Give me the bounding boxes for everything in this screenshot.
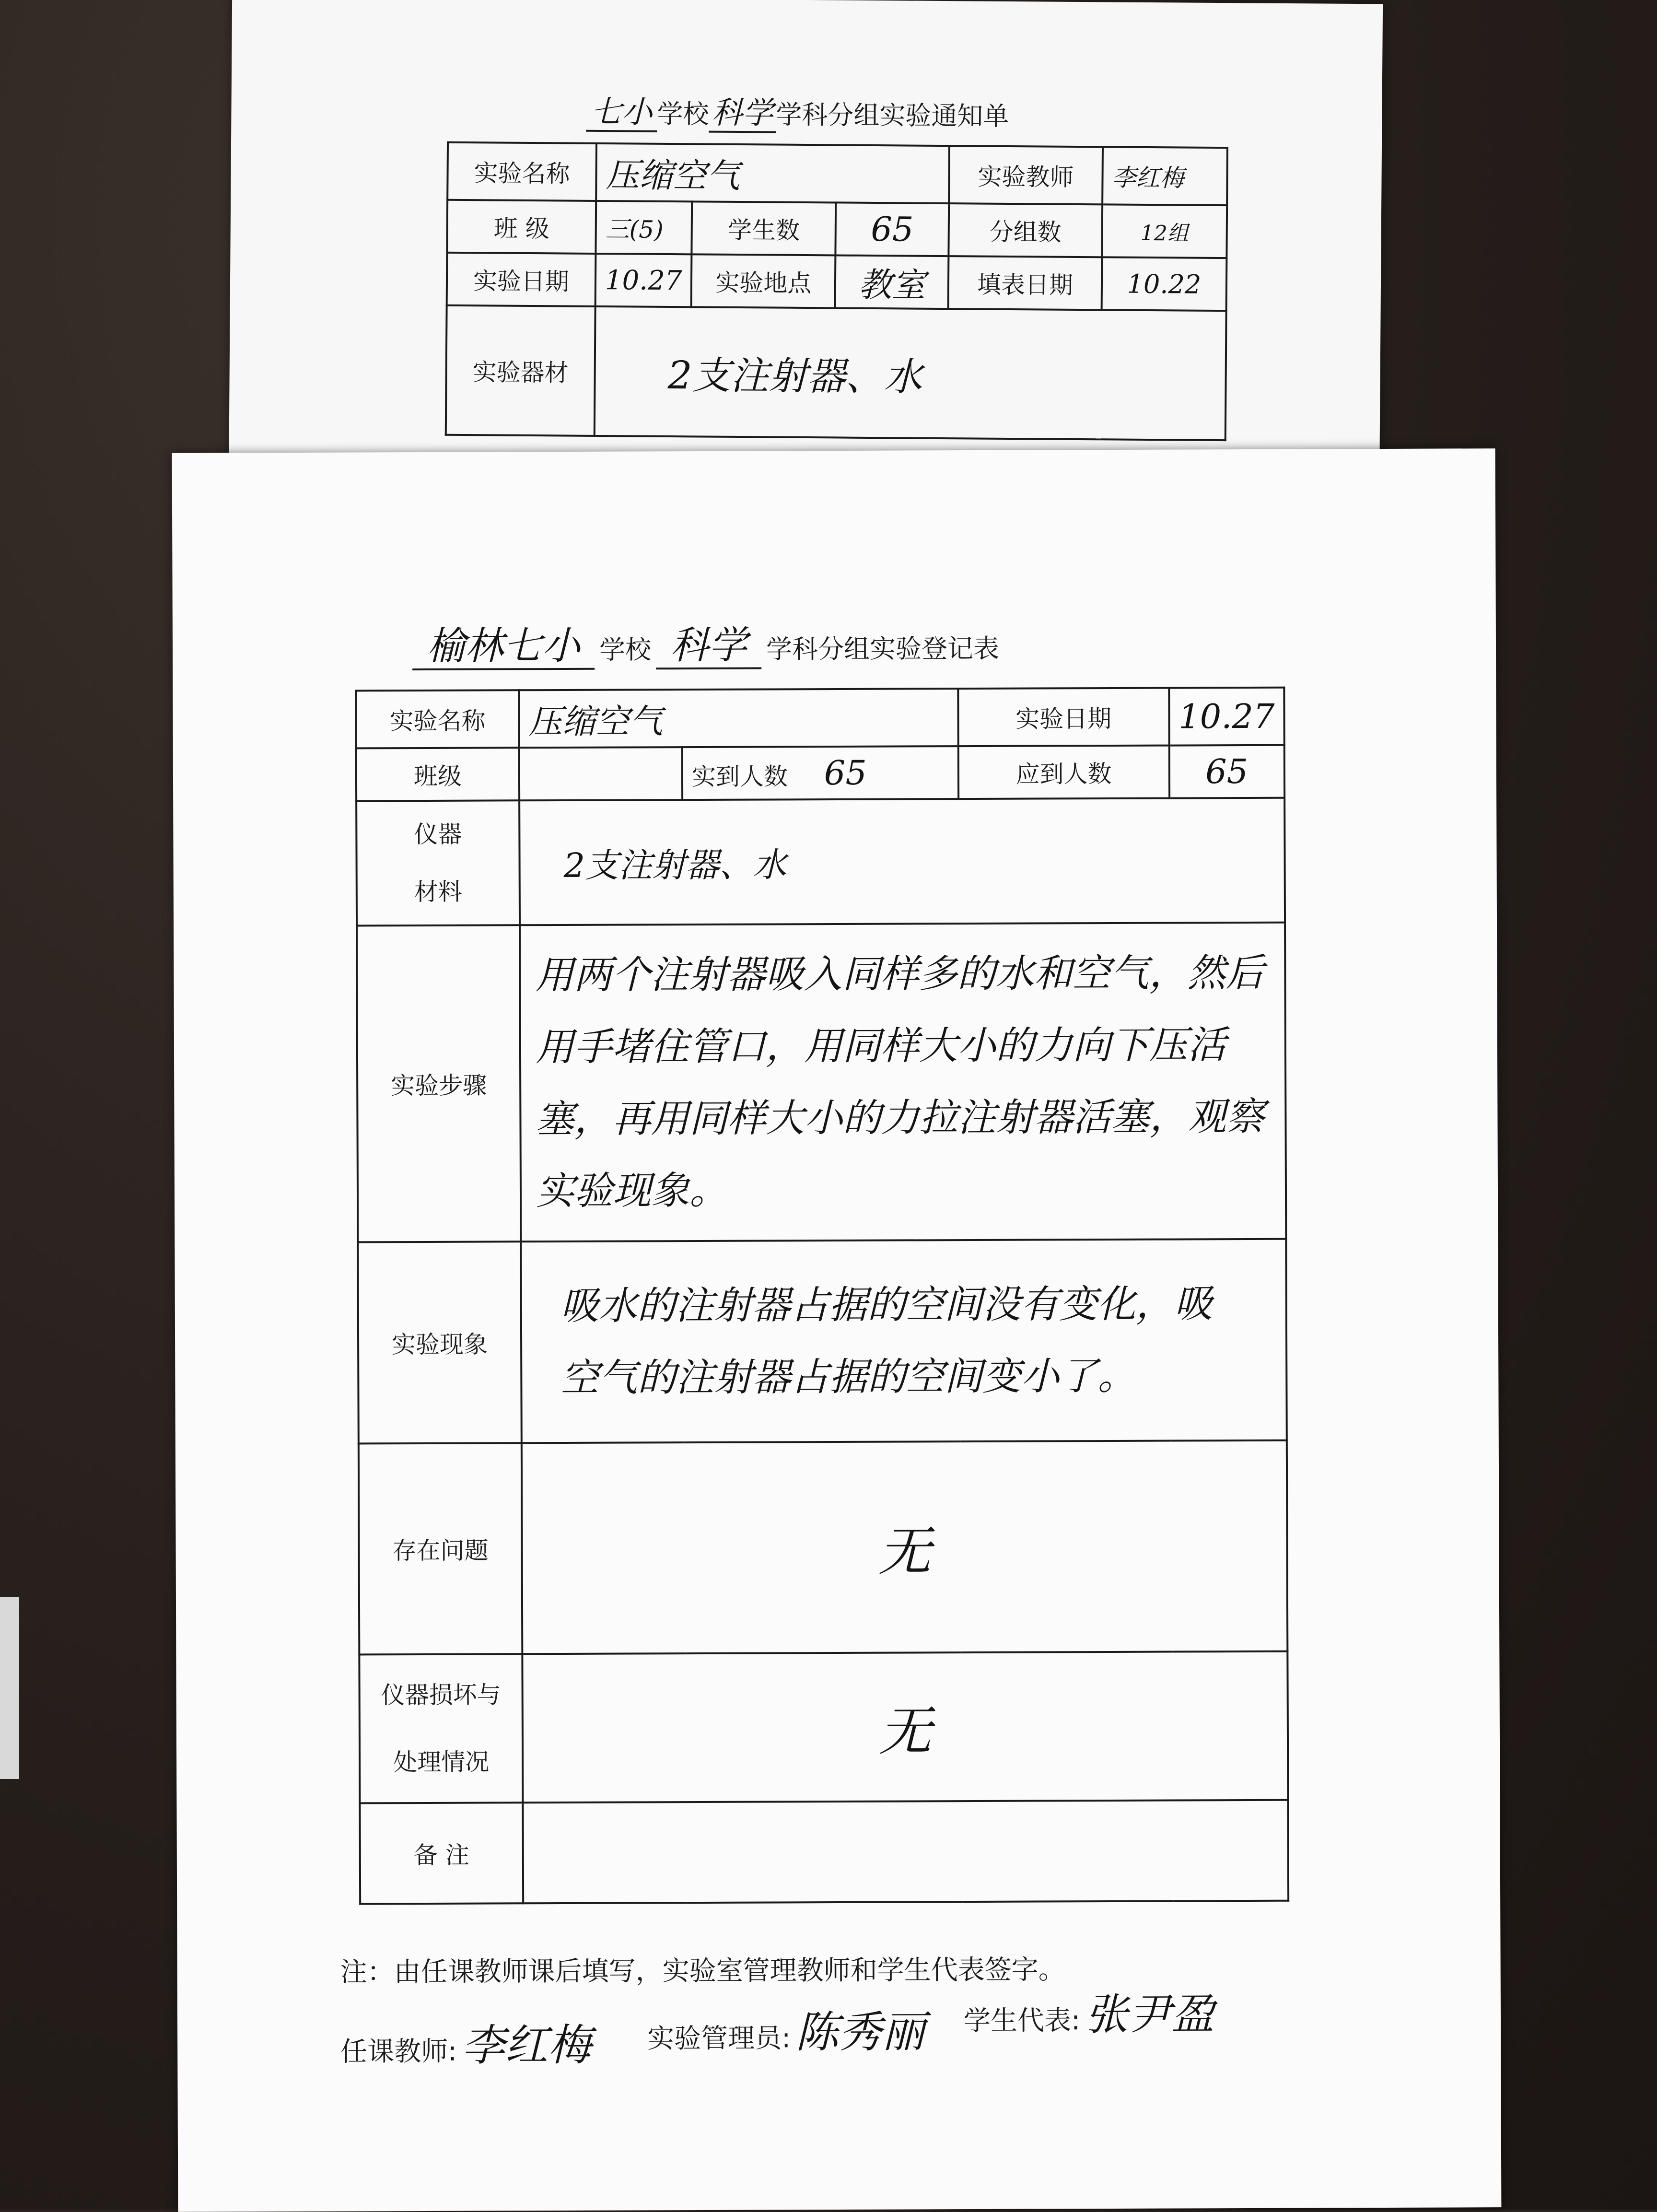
register-equipment-label-2: 材料	[414, 878, 462, 906]
student-sig-label: 学生代表:	[963, 2005, 1081, 2037]
register-problems: 无	[522, 1440, 1288, 1654]
register-equipment-label	[356, 800, 520, 925]
notice-experiment-name-label: 实验名称	[447, 142, 596, 201]
register-equipment: 2支注射器、水	[519, 798, 1285, 925]
notice-students-label: 学生数	[692, 201, 836, 255]
register-remarks	[523, 1800, 1288, 1904]
register-present-cell	[682, 746, 958, 800]
register-footnote: 注：由任课教师课后填写，实验室管理教师和学生代表签字。	[340, 1954, 1065, 1988]
notice-fill-date: 10.22	[1102, 257, 1227, 311]
notice-school-hw: 七小	[586, 94, 657, 132]
register-damage-label	[359, 1654, 523, 1803]
register-steps-label: 实验步骤	[357, 925, 521, 1242]
admin-signature-block	[647, 1997, 925, 2060]
notice-groups-label: 分组数	[948, 203, 1102, 257]
student-signature: 张尹盈	[1085, 1989, 1215, 2040]
notice-teacher-label: 实验教师	[949, 146, 1103, 204]
register-school-label: 学校	[599, 634, 652, 665]
register-class	[519, 747, 682, 800]
notice-class: 三(5)	[595, 201, 692, 254]
student-signature-block	[964, 1979, 1214, 2042]
register-subject-hw: 科学	[656, 623, 761, 670]
register-expected: 65	[1169, 745, 1284, 798]
register-present-label: 实到人数	[691, 762, 788, 791]
admin-signature: 陈秀丽	[795, 2007, 925, 2058]
register-problems-label: 存在问题	[359, 1443, 523, 1654]
notice-location-label: 实验地点	[691, 254, 836, 308]
notice-equipment-label: 实验器材	[446, 305, 595, 436]
notice-date-label: 实验日期	[447, 253, 596, 306]
notice-experiment-name: 压缩空气	[596, 143, 949, 203]
register-class-label: 班级	[356, 748, 519, 801]
register-table	[355, 687, 1289, 1905]
notice-date: 10.27	[595, 254, 692, 307]
register-experiment-name: 压缩空气	[519, 689, 958, 748]
notice-subject-hw: 科学	[709, 95, 776, 133]
register-present: 65	[824, 753, 867, 793]
register-sheet	[172, 448, 1502, 2212]
register-school-hw: 榆林七小	[412, 623, 595, 670]
notice-fill-date-label: 填表日期	[948, 256, 1102, 310]
notice-class-label: 班 级	[447, 200, 596, 254]
register-damage-label-1: 仪器损坏与	[381, 1681, 501, 1709]
notice-groups: 12组	[1102, 204, 1227, 258]
register-title-rest: 学科分组实验登记表	[766, 633, 1000, 665]
register-remarks-label: 备 注	[360, 1802, 523, 1904]
register-date: 10.27	[1169, 688, 1284, 746]
register-date-label: 实验日期	[958, 688, 1169, 747]
notice-title-rest: 学科分组实验通知单	[776, 99, 1009, 131]
teacher-sig-label: 任课教师:	[340, 2036, 457, 2068]
notice-students: 65	[836, 202, 949, 256]
teacher-signature: 李红梅	[461, 2020, 592, 2071]
notice-equipment: 2支注射器、水	[595, 306, 1226, 440]
teacher-signature-block	[340, 2010, 591, 2073]
register-equipment-label-1: 仪器	[414, 820, 462, 849]
register-experiment-name-label: 实验名称	[356, 690, 519, 748]
notice-school-label: 学校	[657, 98, 709, 129]
admin-sig-label: 实验管理员:	[647, 2023, 791, 2055]
paper-scrap-left	[0, 1597, 19, 1779]
notice-location: 教室	[835, 255, 948, 309]
register-damage: 无	[522, 1651, 1288, 1803]
notice-title	[586, 87, 1009, 134]
register-damage-label-2: 处理情况	[393, 1748, 490, 1777]
notice-teacher: 李红梅	[1102, 147, 1227, 205]
register-title	[412, 613, 999, 670]
register-phenomenon: 吸水的注射器占据的空间没有变化，吸空气的注射器占据的空间变小了。	[521, 1239, 1286, 1443]
register-expected-label: 应到人数	[958, 746, 1169, 799]
notice-table	[445, 141, 1228, 441]
register-phenomenon-label: 实验现象	[358, 1241, 521, 1443]
register-steps: 用两个注射器吸入同样多的水和空气，然后用手堵住管口，用同样大小的力向下压活塞，再用同样大小的力拉注射器活塞，观察实验现象。	[520, 923, 1286, 1242]
